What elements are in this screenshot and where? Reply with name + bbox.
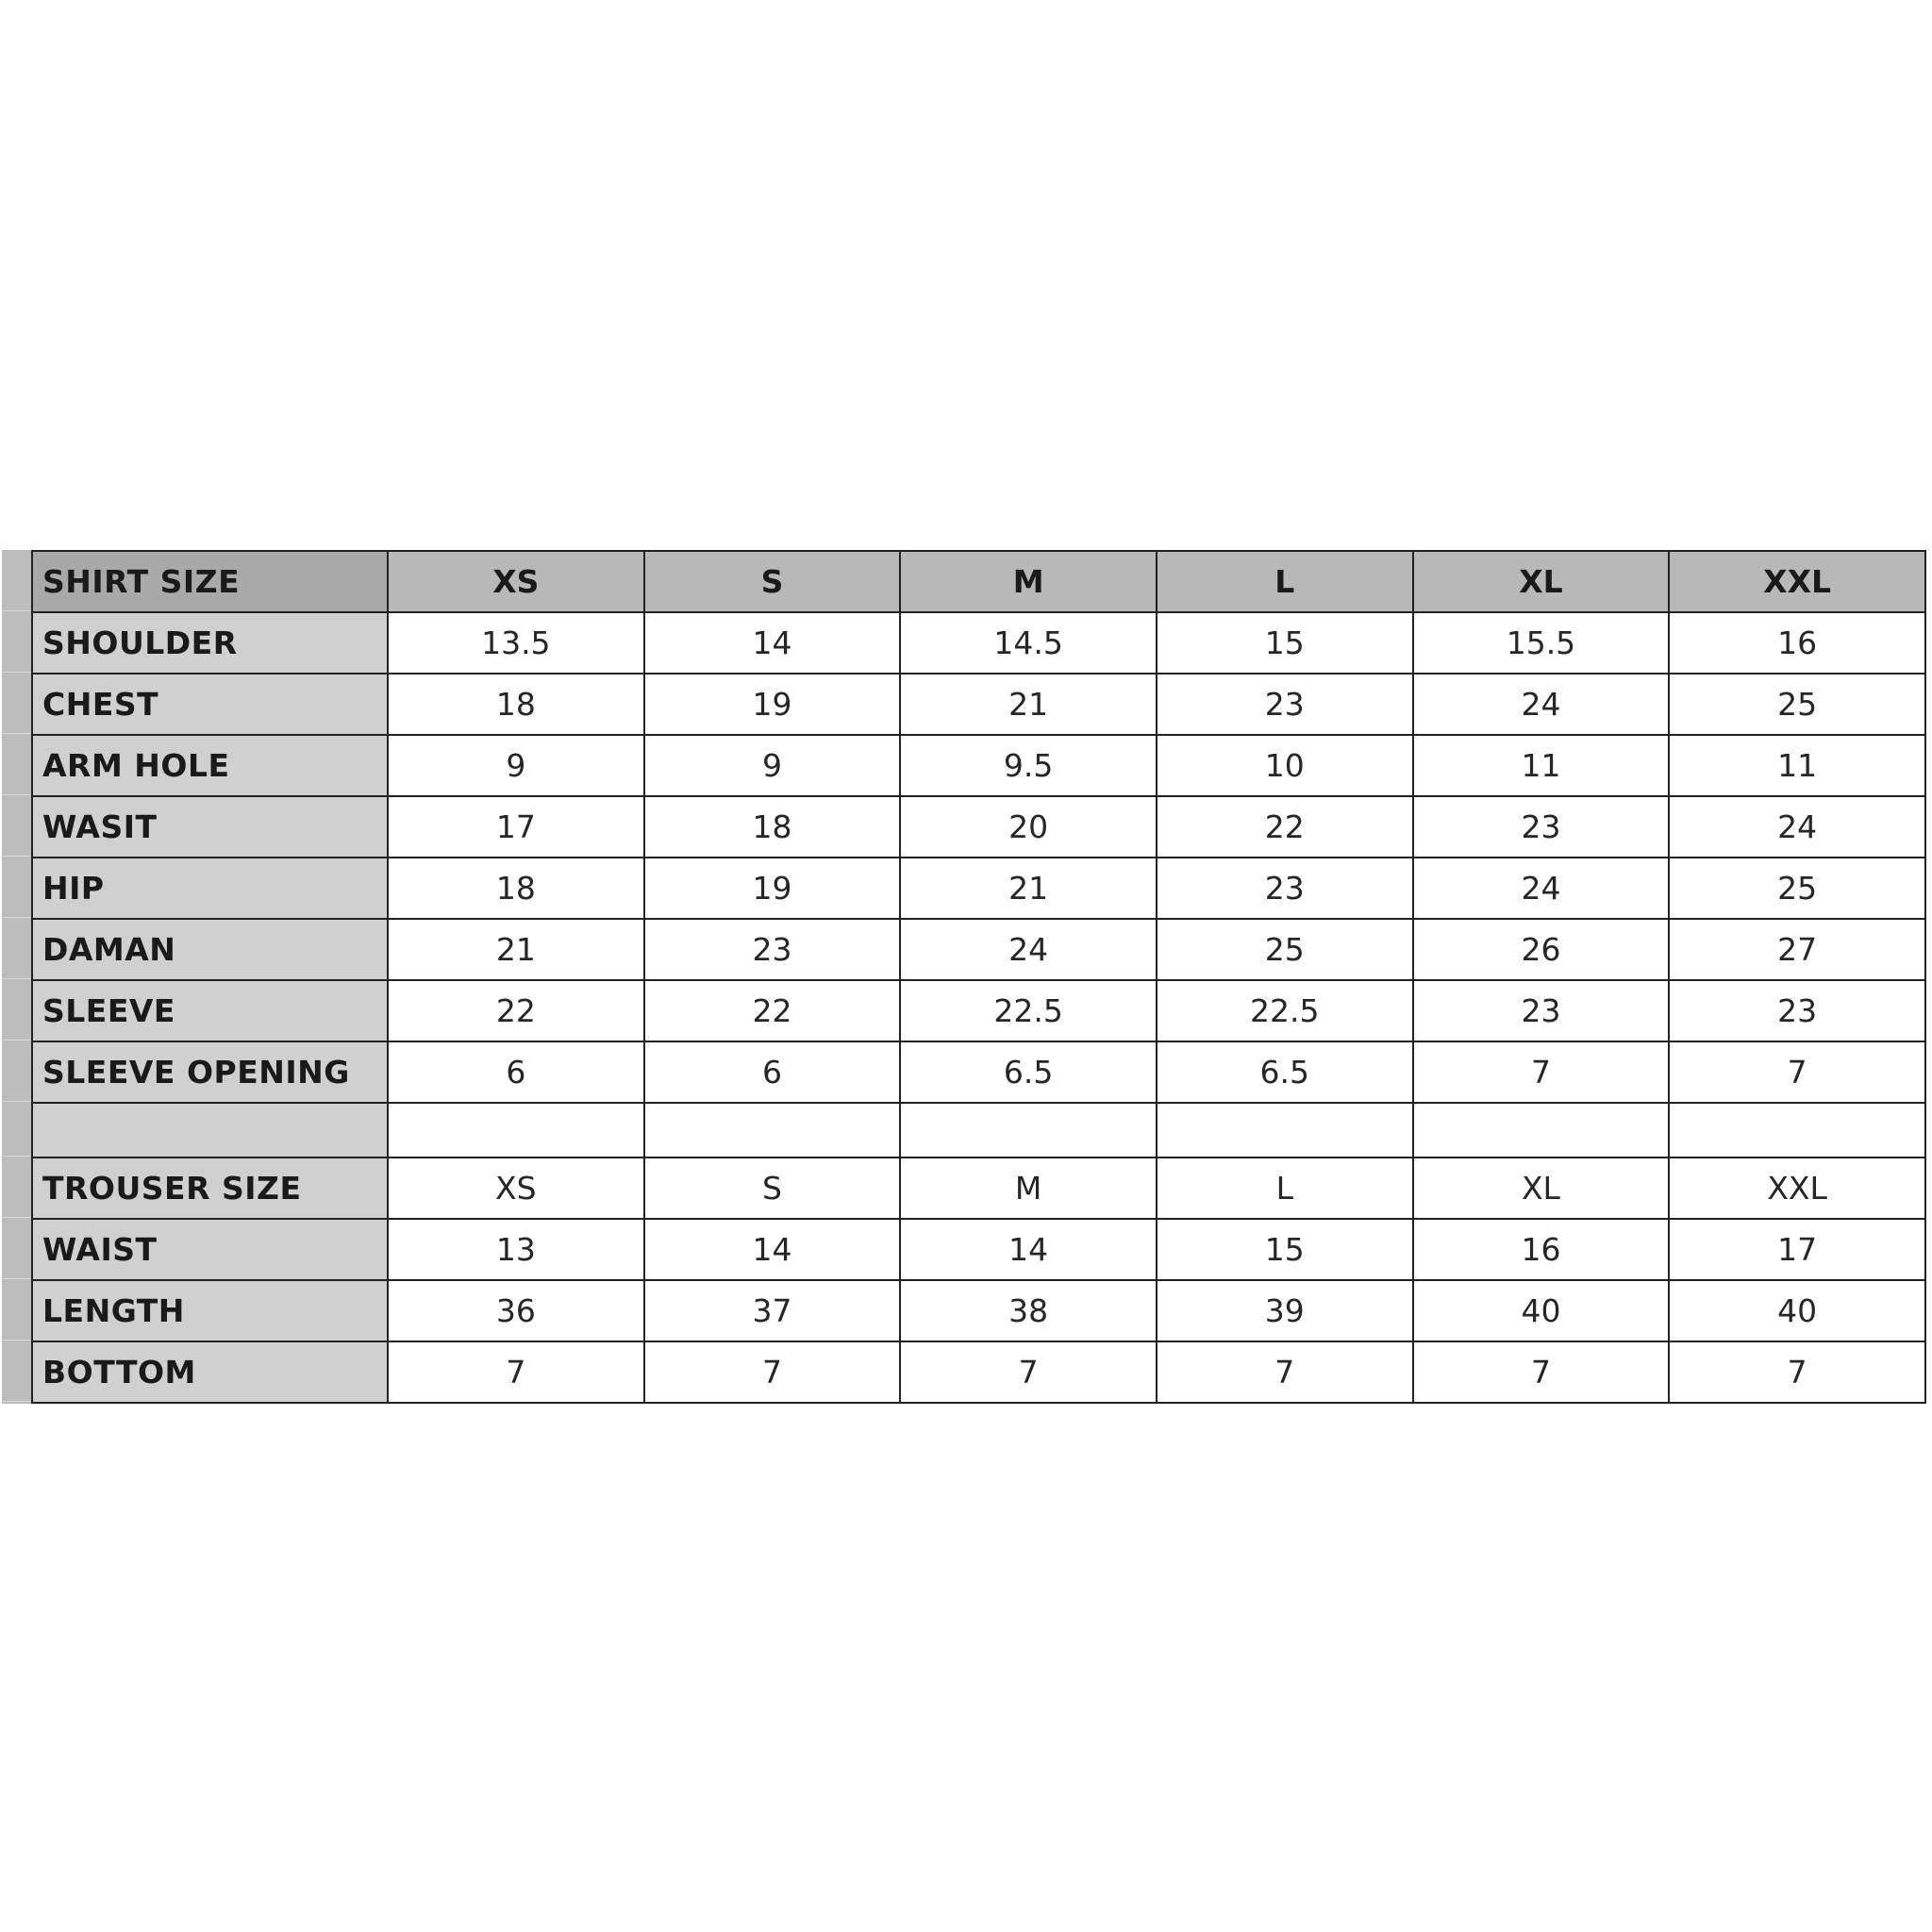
table-cell: 21 (900, 858, 1157, 919)
table-cell: 22.5 (1157, 980, 1413, 1041)
row-header-cell (2, 795, 31, 857)
row-label: WASIT (32, 796, 388, 858)
table-cell: 6 (644, 1041, 901, 1103)
size-l-header: L (1157, 551, 1413, 612)
row-header-cell (2, 734, 31, 795)
table-cell: 36 (388, 1280, 644, 1341)
table-cell: 14.5 (900, 612, 1157, 674)
shirt-row-chest (32, 674, 1925, 735)
row-header-cell (2, 673, 31, 734)
row-label: WAIST (32, 1219, 388, 1280)
table-cell: 7 (388, 1341, 644, 1403)
trouser-size-xxl: XXL (1669, 1158, 1925, 1219)
table-cell: 7 (644, 1341, 901, 1403)
table-cell: 27 (1669, 919, 1925, 980)
empty-cell (388, 1103, 644, 1158)
empty-cell (1669, 1103, 1925, 1158)
table-cell: 7 (900, 1341, 1157, 1403)
table-cell: 21 (900, 674, 1157, 735)
table-cell: 14 (644, 612, 901, 674)
empty-cell (644, 1103, 901, 1158)
table-cell: 18 (388, 858, 644, 919)
table-cell: 9 (644, 735, 901, 796)
row-header-cell (2, 1341, 31, 1402)
table-cell: 24 (1413, 858, 1670, 919)
table-cell: 22 (388, 980, 644, 1041)
trouser-row-bottom (32, 1341, 1925, 1403)
table-cell: 37 (644, 1280, 901, 1341)
row-header-cell (2, 1279, 31, 1341)
shirt-row-wasit (32, 796, 1925, 858)
spacer-row (32, 1103, 1925, 1158)
shirt-size-label: SHIRT SIZE (32, 551, 388, 612)
size-m-header: M (900, 551, 1157, 612)
trouser-size-header-row (32, 1158, 1925, 1219)
row-label: DAMAN (32, 919, 388, 980)
trouser-size-s: S (644, 1158, 901, 1219)
table-cell: 9.5 (900, 735, 1157, 796)
size-chart-table (31, 550, 1926, 1404)
table-cell: 23 (1157, 674, 1413, 735)
table-cell: 16 (1669, 612, 1925, 674)
table-cell: 40 (1413, 1280, 1670, 1341)
row-label: LENGTH (32, 1280, 388, 1341)
table-cell: 22 (644, 980, 901, 1041)
row-label: CHEST (32, 674, 388, 735)
table-cell: 7 (1413, 1041, 1670, 1103)
table-cell: 23 (1413, 980, 1670, 1041)
empty-cell (32, 1103, 388, 1158)
table-cell: 7 (1157, 1341, 1413, 1403)
trouser-size-m: M (900, 1158, 1157, 1219)
trouser-size-xs: XS (388, 1158, 644, 1219)
table-cell: 11 (1413, 735, 1670, 796)
table-cell: 17 (1669, 1219, 1925, 1280)
row-label: BOTTOM (32, 1341, 388, 1403)
table-cell: 19 (644, 674, 901, 735)
empty-cell (1157, 1103, 1413, 1158)
table-cell: 22.5 (900, 980, 1157, 1041)
row-header-cell (2, 918, 31, 979)
table-cell: 23 (1669, 980, 1925, 1041)
row-header-cell (2, 1218, 31, 1279)
table-cell: 38 (900, 1280, 1157, 1341)
table-cell: 21 (388, 919, 644, 980)
row-label: ARM HOLE (32, 735, 388, 796)
table-cell: 25 (1157, 919, 1413, 980)
table-cell: 7 (1669, 1341, 1925, 1403)
table-cell: 14 (900, 1219, 1157, 1280)
table-cell: 15 (1157, 612, 1413, 674)
table-cell: 7 (1413, 1341, 1670, 1403)
shirt-row-arm-hole (32, 735, 1925, 796)
table-cell: 7 (1669, 1041, 1925, 1103)
table-cell: 25 (1669, 674, 1925, 735)
trouser-size-l: L (1157, 1158, 1413, 1219)
table-cell: 15.5 (1413, 612, 1670, 674)
size-xl-header: XL (1413, 551, 1670, 612)
table-cell: 13 (388, 1219, 644, 1280)
row-header-cell (2, 1157, 31, 1218)
size-chart-sheet (2, 550, 1926, 1404)
table-cell: 39 (1157, 1280, 1413, 1341)
table-cell: 13.5 (388, 612, 644, 674)
row-label: SLEEVE (32, 980, 388, 1041)
table-cell: 10 (1157, 735, 1413, 796)
trouser-row-waist (32, 1219, 1925, 1280)
row-header-cell (2, 1041, 31, 1102)
table-cell: 6.5 (1157, 1041, 1413, 1103)
shirt-row-hip (32, 858, 1925, 919)
row-header-cell (2, 857, 31, 918)
row-label: SLEEVE OPENING (32, 1041, 388, 1103)
shirt-row-daman (32, 919, 1925, 980)
table-cell: 23 (1157, 858, 1413, 919)
row-label: SHOULDER (32, 612, 388, 674)
size-xs-header: XS (388, 551, 644, 612)
table-cell: 17 (388, 796, 644, 858)
row-header-strip (2, 550, 31, 1404)
trouser-size-label: TROUSER SIZE (32, 1158, 388, 1219)
table-cell: 18 (644, 796, 901, 858)
table-cell: 15 (1157, 1219, 1413, 1280)
empty-cell (900, 1103, 1157, 1158)
table-cell: 18 (388, 674, 644, 735)
row-header-cell (2, 1102, 31, 1157)
shirt-row-sleeve (32, 980, 1925, 1041)
size-xxl-header: XXL (1669, 551, 1925, 612)
table-cell: 23 (644, 919, 901, 980)
shirt-row-sleeve-opening (32, 1041, 1925, 1103)
table-cell: 22 (1157, 796, 1413, 858)
row-header-cell (2, 611, 31, 673)
trouser-row-length (32, 1280, 1925, 1341)
table-cell: 6.5 (900, 1041, 1157, 1103)
table-cell: 24 (1413, 674, 1670, 735)
table-cell: 25 (1669, 858, 1925, 919)
table-cell: 24 (900, 919, 1157, 980)
table-cell: 6 (388, 1041, 644, 1103)
table-cell: 11 (1669, 735, 1925, 796)
shirt-size-header-row (32, 551, 1925, 612)
table-cell: 23 (1413, 796, 1670, 858)
trouser-size-xl: XL (1413, 1158, 1670, 1219)
shirt-row-shoulder (32, 612, 1925, 674)
row-header-cell (2, 550, 31, 611)
size-s-header: S (644, 551, 901, 612)
row-header-cell (2, 979, 31, 1041)
table-cell: 20 (900, 796, 1157, 858)
table-cell: 16 (1413, 1219, 1670, 1280)
row-label: HIP (32, 858, 388, 919)
table-cell: 26 (1413, 919, 1670, 980)
table-cell: 9 (388, 735, 644, 796)
empty-cell (1413, 1103, 1670, 1158)
table-cell: 40 (1669, 1280, 1925, 1341)
table-cell: 14 (644, 1219, 901, 1280)
table-cell: 19 (644, 858, 901, 919)
table-cell: 24 (1669, 796, 1925, 858)
